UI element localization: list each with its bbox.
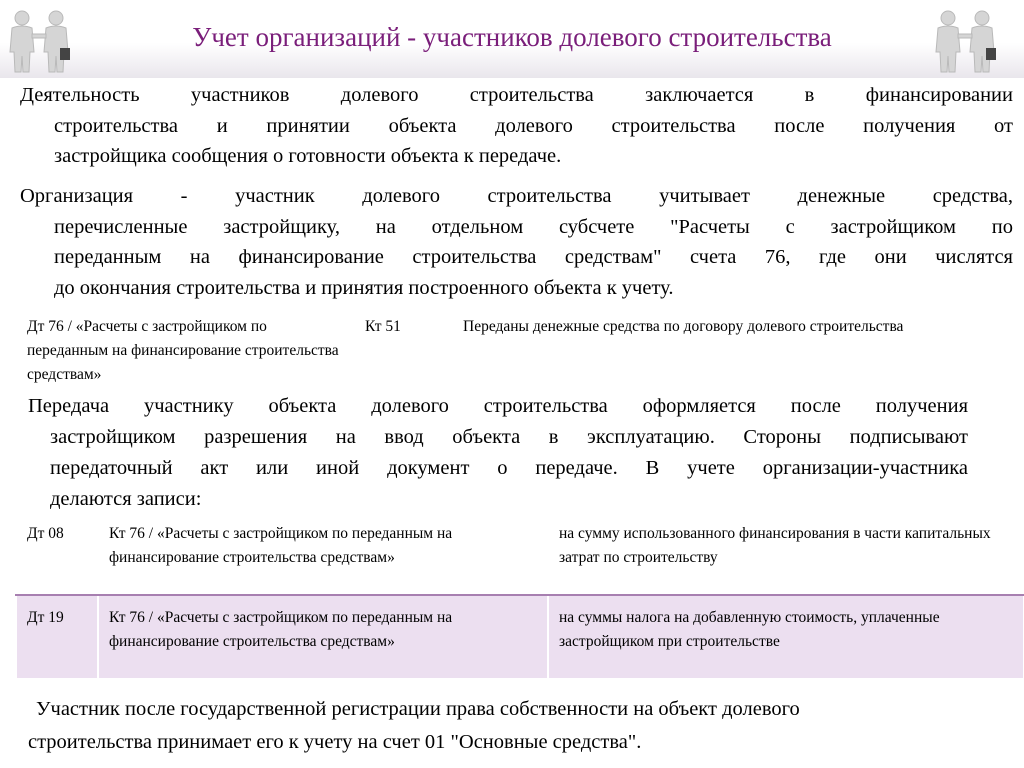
description-cell: Переданы денежные средства по договору долевого строительства [452, 304, 1024, 392]
journal-entry-table-funding [15, 303, 1024, 393]
journal-entry-table-transfer [15, 510, 1024, 680]
paragraph-participants-activity [20, 80, 1013, 172]
paragraph-object-transfer [28, 391, 968, 515]
paragraph-line: до окончания строительства и принятия построенного объекта к учету. [54, 276, 674, 299]
paragraph-line: строительства принимает его к учету на счет 01 "Основные средства". [28, 731, 642, 753]
title-bar [0, 0, 1024, 78]
table-row [16, 304, 1024, 392]
credit-cell: Кт 76 / «Расчеты с застройщиком по переданным на финансирование строительства средствам» [98, 511, 548, 595]
paragraph-funds-accounting [20, 181, 1013, 303]
paragraph-line: Участник после государственной регистрации права собственности на объект долевого [36, 698, 800, 720]
handshake-people-icon [930, 8, 1000, 74]
table-row [16, 511, 1024, 595]
debit-cell: Дт 08 [16, 511, 98, 595]
credit-cell: Кт 76 / «Расчеты с застройщиком по переданным на финансирование строительства средствам» [98, 595, 548, 679]
debit-cell: Дт 76 / «Расчеты с застройщиком по переданным на финансирование строительства средствам» [16, 304, 354, 392]
paragraph-line: Организация - участник долевого строительства учитывает денежные средства, [20, 185, 1013, 207]
paragraph-line: передаточный акт или иной документ о передаче. В учете организации-участника [50, 457, 968, 479]
debit-cell: Дт 19 [16, 595, 98, 679]
paragraph-line: Передача участнику объекта долевого строительства оформляется после получения [28, 395, 968, 417]
description-cell: на сумму использованного финансирования в части капитальных затрат по строительству [548, 511, 1024, 595]
paragraph-line: Деятельность участников долевого строительства заключается в финансировании [20, 84, 1013, 106]
page-title: Учет организаций - участников долевого строительства [192, 22, 832, 52]
paragraph-line: делаются записи: [50, 488, 202, 510]
paragraph-registration [28, 693, 1008, 759]
paragraph-line: переданным на финансирование строительства средствам" счета 76, где они числятся [54, 246, 1013, 268]
paragraph-line: застройщиком разрешения на ввод объекта в эксплуатацию. Стороны подписывают [50, 426, 968, 448]
table-row [16, 595, 1024, 679]
paragraph-line: застройщика сообщения о готовности объекта к передаче. [54, 145, 562, 167]
paragraph-line: строительства и принятии объекта долевого строительства после получения от [54, 114, 1013, 137]
paragraph-line: перечисленные застройщику, на отдельном субсчете "Расчеты с застройщиком по [54, 215, 1013, 238]
credit-cell: Кт 51 [354, 304, 452, 392]
description-cell: на суммы налога на добавленную стоимость, уплаченные застройщиком при строительстве [548, 595, 1024, 679]
